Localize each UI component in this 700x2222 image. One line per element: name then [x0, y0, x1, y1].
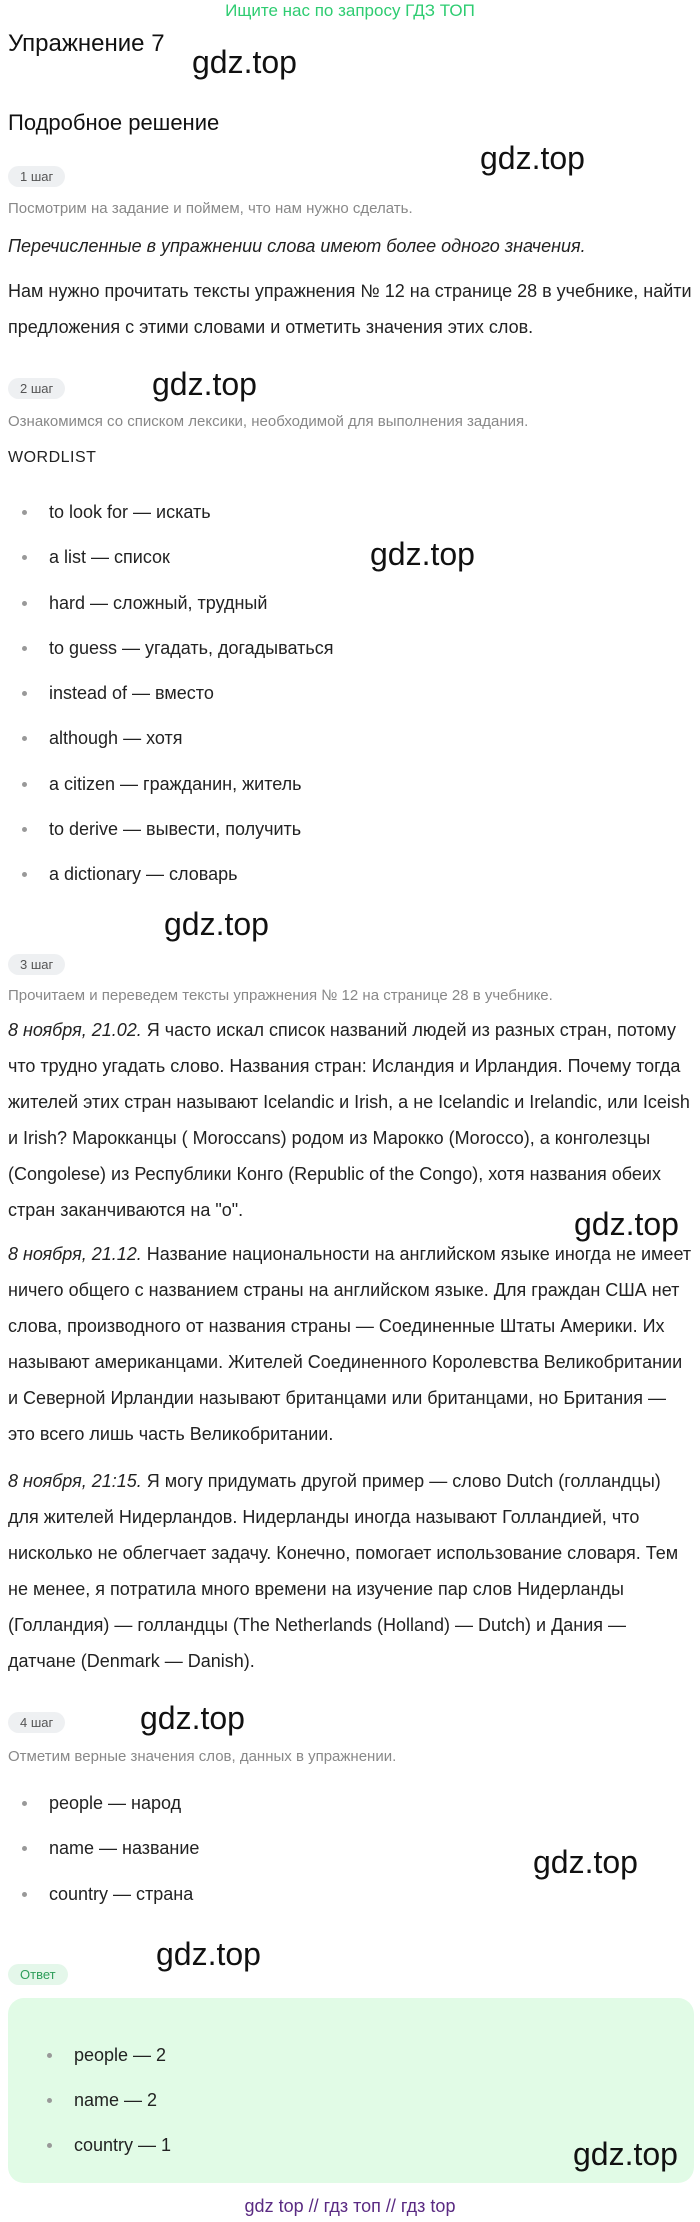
watermark: gdz.top	[574, 1206, 679, 1242]
watermark: gdz.top	[164, 906, 269, 942]
watermark: gdz.top	[192, 44, 297, 80]
list-item: although — хотя	[8, 723, 688, 768]
list-item: people — народ	[8, 1788, 688, 1833]
answer-badge: Ответ	[8, 1964, 68, 1985]
watermark: gdz.top	[533, 1844, 638, 1880]
list-item: a list — список	[8, 542, 688, 587]
entry-text: Я часто искал список названий людей из разных стран, потому что трудно угадать слово. Названия стран: Исландия и Ирландия. Почему тогда жителей этих стран называют Icelandic и Irish, а не Icelandic и Irelandic, или Iceish и Irish? Марокканцы ( Moroccans) родом из Марокко (Morocco), а конголезцы (Congolese) из Республики Конго (Republic of the Congo), хотя названия обеих стран заканчиваются на "о".	[8, 1020, 690, 1220]
watermark: gdz.top	[573, 2136, 678, 2172]
step-description: Прочитаем и переведем тексты упражнения № 12 на странице 28 в учебнике.	[8, 987, 553, 1004]
step-text: Нам нужно прочитать тексты упражнения № 12 на странице 28 в учебнике, найти предложения с этими словами и отметить значения этих слов.	[8, 281, 692, 337]
footer-links[interactable]: gdz top // гдз топ // гдз top	[244, 2196, 456, 2216]
entry-text: Название национальности на английском языке иногда не имеет ничего общего с названием страны на английском языке. Для граждан США нет слова, производного от названия страны — Соединенные Штаты Америки. Их называют американцами. Жителей Соединенного Королевства Великобритании и Северной Ирландии называют британцами или британцами, но Британия — это всего лишь часть Великобритании.	[8, 1244, 692, 1444]
list-item: instead of — вместо	[8, 678, 688, 723]
entry-text: Я могу придумать другой пример — слово Dutch (голландцы) для жителей Нидерландов. Нидерланды иногда называют Голландией, что нисколько не облегчает задачу. Конечно, помогает использование словаря. Тем не менее, я потратила много времени на изучение пар слов Нидерланды (Голландия) — голландцы (The Netherlands (Holland) — Dutch) и Дания — датчане (Denmark — Danish).	[8, 1471, 679, 1671]
step-italic-note: Перечисленные в упражнении слова имеют более одного значения.	[8, 236, 586, 256]
watermark: gdz.top	[480, 140, 585, 176]
list-item: country — страна	[8, 1879, 688, 1924]
text-paragraph	[8, 1236, 694, 1452]
solution-heading: Подробное решение	[8, 110, 220, 135]
page-title: Упражнение 7	[8, 30, 165, 57]
step-badge: 4 шаг	[8, 1712, 65, 1733]
step-badge: 2 шаг	[8, 378, 65, 399]
list-item: to look for — искать	[8, 497, 688, 542]
answer-item: people — 2	[33, 2040, 633, 2085]
text-paragraph	[8, 1012, 694, 1228]
watermark: gdz.top	[370, 536, 475, 572]
watermark: gdz.top	[140, 1700, 245, 1736]
entry-date: 8 ноября, 21:15.	[8, 1471, 142, 1491]
watermark: gdz.top	[156, 1936, 261, 1972]
text-paragraph	[8, 1463, 694, 1679]
step-badge: 1 шаг	[8, 166, 65, 187]
answer-item: country — 1	[33, 2130, 633, 2175]
list-item: a citizen — гражданин, житель	[8, 769, 688, 814]
wordlist-title: WORDLIST	[8, 449, 97, 466]
step-description: Отметим верные значения слов, данных в упражнении.	[8, 1748, 397, 1765]
list-item: to derive — вывести, получить	[8, 814, 688, 859]
step-badge: 3 шаг	[8, 954, 65, 975]
wordlist	[8, 497, 688, 905]
entry-date: 8 ноября, 21.12.	[8, 1244, 142, 1264]
answer-item: name — 2	[33, 2085, 633, 2130]
answer-list	[33, 2040, 633, 2175]
list-item: hard — сложный, трудный	[8, 588, 688, 633]
list-item: to guess — угадать, догадываться	[8, 633, 688, 678]
step-description: Посмотрим на задание и поймем, что нам нужно сделать.	[8, 200, 413, 217]
list-item: a dictionary — словарь	[8, 859, 688, 904]
top-banner[interactable]: Ищите нас по запросу ГДЗ ТОП	[225, 1, 475, 20]
watermark: gdz.top	[152, 366, 257, 402]
step-description: Ознакомимся со списком лексики, необходимой для выполнения задания.	[8, 413, 529, 430]
entry-date: 8 ноября, 21.02.	[8, 1020, 142, 1040]
list-item: name — название	[8, 1833, 688, 1878]
